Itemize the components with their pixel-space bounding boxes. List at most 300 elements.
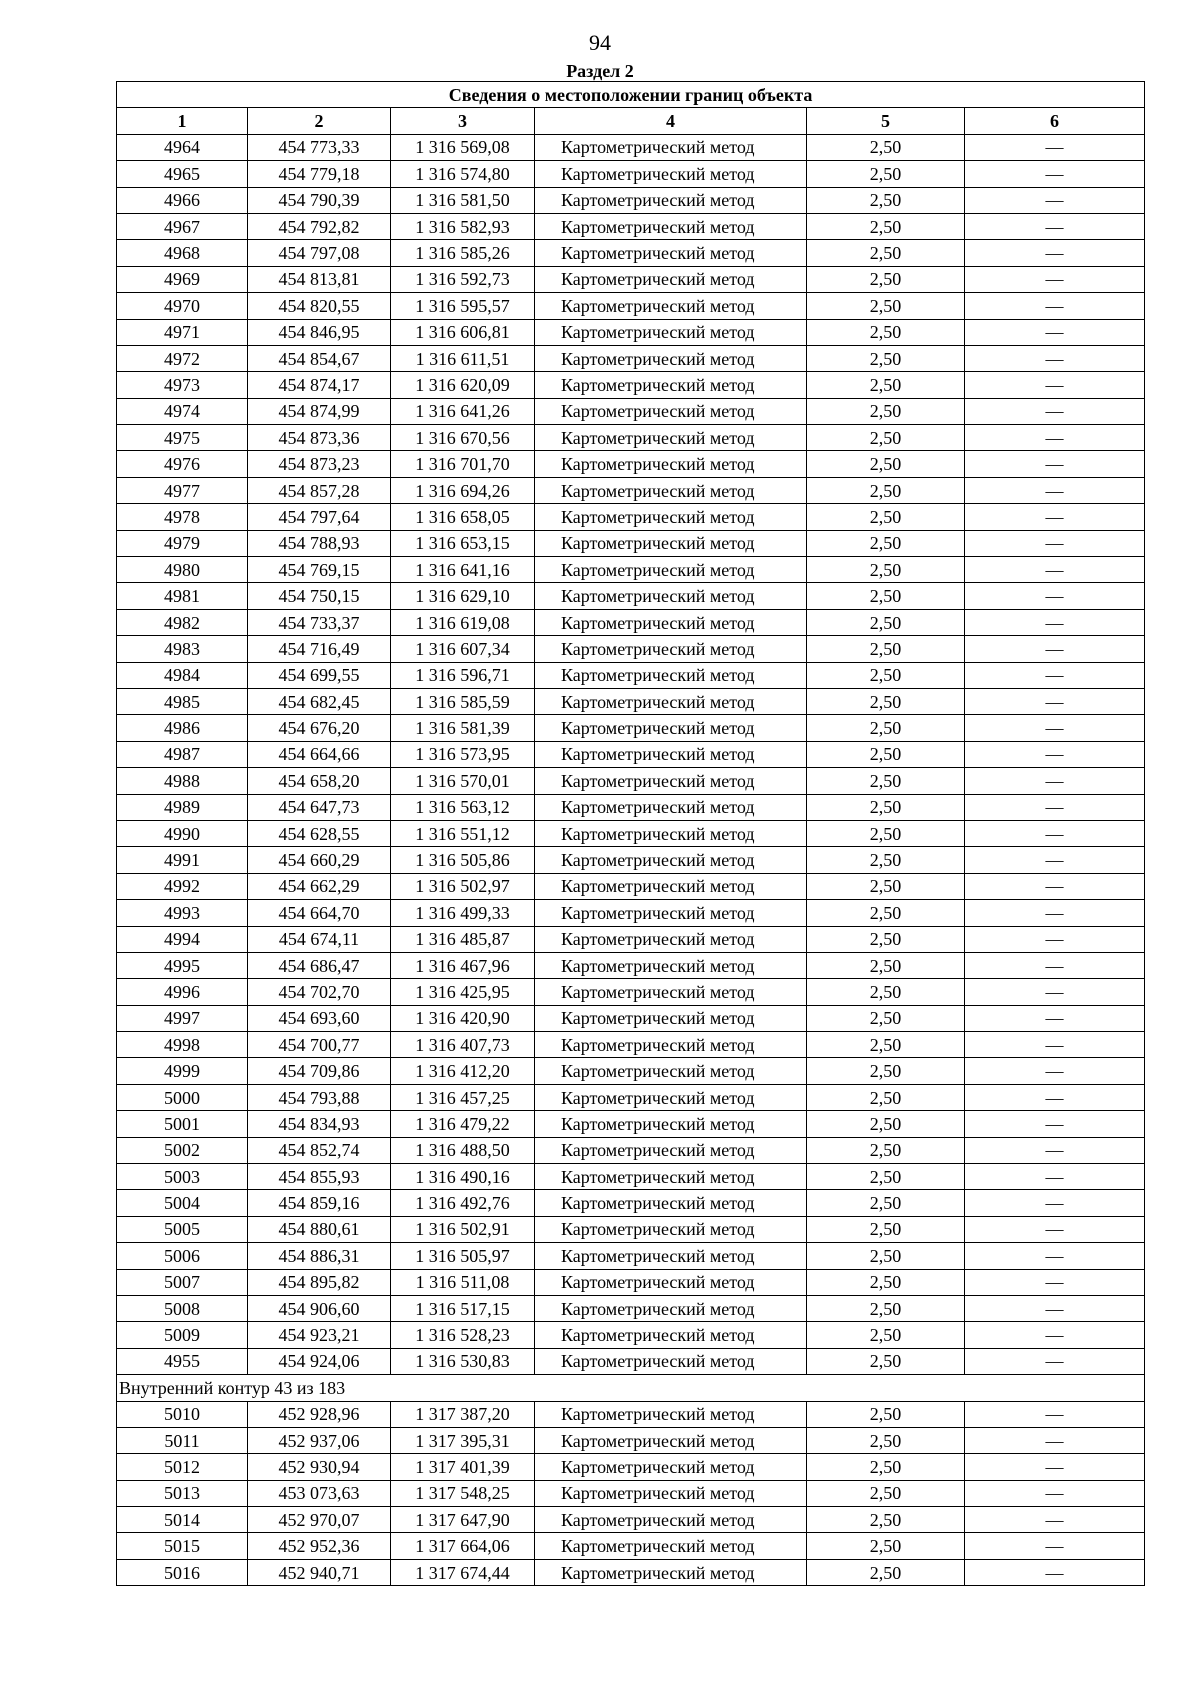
accuracy-cell: 2,50 (807, 1137, 965, 1163)
point-number-cell: 4986 (117, 715, 248, 741)
accuracy-cell: 2,50 (807, 794, 965, 820)
x-coordinate-cell: 454 857,28 (248, 477, 391, 503)
accuracy-cell: 2,50 (807, 741, 965, 767)
accuracy-cell: 2,50 (807, 398, 965, 424)
point-number-cell: 5011 (117, 1427, 248, 1453)
y-coordinate-cell: 1 316 582,93 (391, 213, 535, 239)
table-row (117, 372, 1145, 398)
y-coordinate-cell: 1 316 407,73 (391, 1032, 535, 1058)
method-cell: Картометрический метод (535, 1454, 807, 1480)
note-cell: — (965, 504, 1145, 530)
accuracy-cell: 2,50 (807, 1005, 965, 1031)
method-cell: Картометрический метод (535, 583, 807, 609)
y-coordinate-cell: 1 316 551,12 (391, 820, 535, 846)
table-row (117, 319, 1145, 345)
method-cell: Картометрический метод (535, 1216, 807, 1242)
accuracy-cell: 2,50 (807, 609, 965, 635)
accuracy-cell: 2,50 (807, 820, 965, 846)
method-cell: Картометрический метод (535, 609, 807, 635)
method-cell: Картометрический метод (535, 266, 807, 292)
note-cell: — (965, 715, 1145, 741)
y-coordinate-cell: 1 316 569,08 (391, 134, 535, 160)
y-coordinate-cell: 1 316 499,33 (391, 900, 535, 926)
method-cell: Картометрический метод (535, 820, 807, 846)
table-row (117, 1295, 1145, 1321)
table-row (117, 1111, 1145, 1137)
accuracy-cell: 2,50 (807, 715, 965, 741)
point-number-cell: 5004 (117, 1190, 248, 1216)
table-row (117, 1190, 1145, 1216)
y-coordinate-cell: 1 316 701,70 (391, 451, 535, 477)
table-row (117, 293, 1145, 319)
method-cell: Картометрический метод (535, 161, 807, 187)
point-number-cell: 5016 (117, 1559, 248, 1585)
point-number-cell: 4966 (117, 187, 248, 213)
table-row (117, 398, 1145, 424)
y-coordinate-cell: 1 317 664,06 (391, 1533, 535, 1559)
note-cell: — (965, 952, 1145, 978)
method-cell: Картометрический метод (535, 319, 807, 345)
note-cell: — (965, 794, 1145, 820)
point-number-cell: 4990 (117, 820, 248, 846)
point-number-cell: 5014 (117, 1507, 248, 1533)
y-coordinate-cell: 1 316 585,26 (391, 240, 535, 266)
x-coordinate-cell: 454 660,29 (248, 847, 391, 873)
note-cell: — (965, 266, 1145, 292)
note-cell: — (965, 1269, 1145, 1295)
point-number-cell: 5001 (117, 1111, 248, 1137)
method-cell: Картометрический метод (535, 715, 807, 741)
column-header: 4 (535, 108, 807, 134)
point-number-cell: 4974 (117, 398, 248, 424)
method-cell: Картометрический метод (535, 952, 807, 978)
note-cell: — (965, 1137, 1145, 1163)
x-coordinate-cell: 454 733,37 (248, 609, 391, 635)
y-coordinate-cell: 1 316 611,51 (391, 345, 535, 371)
table-row (117, 688, 1145, 714)
point-number-cell: 5003 (117, 1164, 248, 1190)
method-cell: Картометрический метод (535, 1111, 807, 1137)
point-number-cell: 4988 (117, 768, 248, 794)
x-coordinate-cell: 454 813,81 (248, 266, 391, 292)
accuracy-cell: 2,50 (807, 1032, 965, 1058)
accuracy-cell: 2,50 (807, 1216, 965, 1242)
y-coordinate-cell: 1 316 530,83 (391, 1348, 535, 1374)
table-row (117, 1137, 1145, 1163)
accuracy-cell: 2,50 (807, 266, 965, 292)
x-coordinate-cell: 454 700,77 (248, 1032, 391, 1058)
x-coordinate-cell: 452 940,71 (248, 1559, 391, 1585)
point-number-cell: 4999 (117, 1058, 248, 1084)
table-row (117, 952, 1145, 978)
accuracy-cell: 2,50 (807, 1348, 965, 1374)
method-cell: Картометрический метод (535, 1269, 807, 1295)
point-number-cell: 4964 (117, 134, 248, 160)
y-coordinate-cell: 1 316 592,73 (391, 266, 535, 292)
point-number-cell: 4994 (117, 926, 248, 952)
note-cell: — (965, 1454, 1145, 1480)
table-row (117, 1533, 1145, 1559)
x-coordinate-cell: 454 874,17 (248, 372, 391, 398)
method-cell: Картометрический метод (535, 1322, 807, 1348)
method-cell: Картометрический метод (535, 1480, 807, 1506)
table-body (117, 82, 1145, 1586)
note-cell: — (965, 1164, 1145, 1190)
x-coordinate-cell: 454 852,74 (248, 1137, 391, 1163)
point-number-cell: 4992 (117, 873, 248, 899)
point-number-cell: 4971 (117, 319, 248, 345)
x-coordinate-cell: 453 073,63 (248, 1480, 391, 1506)
y-coordinate-cell: 1 316 412,20 (391, 1058, 535, 1084)
note-cell: — (965, 820, 1145, 846)
x-coordinate-cell: 454 773,33 (248, 134, 391, 160)
point-number-cell: 5006 (117, 1243, 248, 1269)
method-cell: Картометрический метод (535, 873, 807, 899)
table-row (117, 530, 1145, 556)
y-coordinate-cell: 1 316 502,97 (391, 873, 535, 899)
x-coordinate-cell: 454 647,73 (248, 794, 391, 820)
accuracy-cell: 2,50 (807, 1533, 965, 1559)
x-coordinate-cell: 454 873,23 (248, 451, 391, 477)
note-cell: — (965, 187, 1145, 213)
note-cell: — (965, 636, 1145, 662)
page-number: 94 (589, 30, 611, 55)
y-coordinate-cell: 1 316 595,57 (391, 293, 535, 319)
point-number-cell: 4996 (117, 979, 248, 1005)
note-cell: — (965, 398, 1145, 424)
accuracy-cell: 2,50 (807, 530, 965, 556)
table-row (117, 1507, 1145, 1533)
y-coordinate-cell: 1 317 395,31 (391, 1427, 535, 1453)
note-cell: — (965, 900, 1145, 926)
point-number-cell: 4987 (117, 741, 248, 767)
x-coordinate-cell: 454 658,20 (248, 768, 391, 794)
x-coordinate-cell: 454 750,15 (248, 583, 391, 609)
table-row (117, 187, 1145, 213)
note-cell: — (965, 451, 1145, 477)
point-number-cell: 4985 (117, 688, 248, 714)
method-cell: Картометрический метод (535, 1137, 807, 1163)
table-row (117, 1243, 1145, 1269)
point-number-cell: 4981 (117, 583, 248, 609)
y-coordinate-cell: 1 316 563,12 (391, 794, 535, 820)
x-coordinate-cell: 454 906,60 (248, 1295, 391, 1321)
point-number-cell: 5013 (117, 1480, 248, 1506)
point-number-cell: 5008 (117, 1295, 248, 1321)
column-header: 6 (965, 108, 1145, 134)
note-cell: — (965, 1005, 1145, 1031)
table-row (117, 926, 1145, 952)
x-coordinate-cell: 454 792,82 (248, 213, 391, 239)
y-coordinate-cell: 1 316 653,15 (391, 530, 535, 556)
x-coordinate-cell: 454 628,55 (248, 820, 391, 846)
y-coordinate-cell: 1 316 479,22 (391, 1111, 535, 1137)
y-coordinate-cell: 1 316 694,26 (391, 477, 535, 503)
method-cell: Картометрический метод (535, 425, 807, 451)
point-number-cell: 4975 (117, 425, 248, 451)
y-coordinate-cell: 1 316 425,95 (391, 979, 535, 1005)
y-coordinate-cell: 1 317 647,90 (391, 1507, 535, 1533)
accuracy-cell: 2,50 (807, 345, 965, 371)
column-header-row (117, 108, 1145, 134)
method-cell: Картометрический метод (535, 1005, 807, 1031)
note-cell: — (965, 1322, 1145, 1348)
accuracy-cell: 2,50 (807, 1322, 965, 1348)
y-coordinate-cell: 1 317 674,44 (391, 1559, 535, 1585)
table-row (117, 609, 1145, 635)
point-number-cell: 4978 (117, 504, 248, 530)
y-coordinate-cell: 1 316 488,50 (391, 1137, 535, 1163)
method-cell: Картометрический метод (535, 979, 807, 1005)
note-cell: — (965, 372, 1145, 398)
x-coordinate-cell: 454 923,21 (248, 1322, 391, 1348)
x-coordinate-cell: 454 820,55 (248, 293, 391, 319)
method-cell: Картометрический метод (535, 688, 807, 714)
table-row (117, 1348, 1145, 1374)
note-cell: — (965, 768, 1145, 794)
accuracy-cell: 2,50 (807, 847, 965, 873)
method-cell: Картометрический метод (535, 794, 807, 820)
table-row (117, 900, 1145, 926)
note-cell: — (965, 1084, 1145, 1110)
note-cell: — (965, 1243, 1145, 1269)
accuracy-cell: 2,50 (807, 240, 965, 266)
y-coordinate-cell: 1 316 573,95 (391, 741, 535, 767)
x-coordinate-cell: 454 788,93 (248, 530, 391, 556)
y-coordinate-cell: 1 316 607,34 (391, 636, 535, 662)
accuracy-cell: 2,50 (807, 1427, 965, 1453)
section-title: Раздел 2 (566, 61, 634, 81)
method-cell: Картометрический метод (535, 134, 807, 160)
x-coordinate-cell: 452 970,07 (248, 1507, 391, 1533)
x-coordinate-cell: 454 793,88 (248, 1084, 391, 1110)
method-cell: Картометрический метод (535, 1507, 807, 1533)
y-coordinate-cell: 1 316 528,23 (391, 1322, 535, 1348)
table-row (117, 451, 1145, 477)
note-cell: — (965, 530, 1145, 556)
table-row (117, 1084, 1145, 1110)
table-row (117, 134, 1145, 160)
x-coordinate-cell: 454 769,15 (248, 557, 391, 583)
x-coordinate-cell: 454 834,93 (248, 1111, 391, 1137)
method-cell: Картометрический метод (535, 1348, 807, 1374)
note-cell: — (965, 847, 1145, 873)
table-row (117, 1216, 1145, 1242)
note-cell: — (965, 213, 1145, 239)
accuracy-cell: 2,50 (807, 952, 965, 978)
note-cell: — (965, 1507, 1145, 1533)
table-row (117, 768, 1145, 794)
method-cell: Картометрический метод (535, 372, 807, 398)
table-row (117, 161, 1145, 187)
table-row (117, 213, 1145, 239)
method-cell: Картометрический метод (535, 768, 807, 794)
point-number-cell: 4991 (117, 847, 248, 873)
table-row (117, 1032, 1145, 1058)
method-cell: Картометрический метод (535, 636, 807, 662)
accuracy-cell: 2,50 (807, 979, 965, 1005)
x-coordinate-cell: 452 952,36 (248, 1533, 391, 1559)
note-cell: — (965, 926, 1145, 952)
x-coordinate-cell: 454 664,70 (248, 900, 391, 926)
accuracy-cell: 2,50 (807, 768, 965, 794)
note-cell: — (965, 1480, 1145, 1506)
y-coordinate-cell: 1 317 387,20 (391, 1401, 535, 1427)
method-cell: Картометрический метод (535, 1533, 807, 1559)
table-row (117, 1401, 1145, 1427)
accuracy-cell: 2,50 (807, 1401, 965, 1427)
point-number-cell: 4984 (117, 662, 248, 688)
x-coordinate-cell: 454 790,39 (248, 187, 391, 213)
table-row (117, 1480, 1145, 1506)
x-coordinate-cell: 454 854,67 (248, 345, 391, 371)
method-cell: Картометрический метод (535, 504, 807, 530)
note-cell: — (965, 873, 1145, 899)
note-cell: — (965, 662, 1145, 688)
note-cell: — (965, 1032, 1145, 1058)
note-cell: — (965, 425, 1145, 451)
method-cell: Картометрический метод (535, 1243, 807, 1269)
method-cell: Картометрический метод (535, 1032, 807, 1058)
accuracy-cell: 2,50 (807, 504, 965, 530)
method-cell: Картометрический метод (535, 477, 807, 503)
point-number-cell: 4969 (117, 266, 248, 292)
note-cell: — (965, 240, 1145, 266)
x-coordinate-cell: 452 930,94 (248, 1454, 391, 1480)
point-number-cell: 5009 (117, 1322, 248, 1348)
method-cell: Картометрический метод (535, 187, 807, 213)
note-cell: — (965, 1427, 1145, 1453)
table-row (117, 1454, 1145, 1480)
point-number-cell: 4970 (117, 293, 248, 319)
accuracy-cell: 2,50 (807, 1190, 965, 1216)
table-row (117, 979, 1145, 1005)
point-number-cell: 4965 (117, 161, 248, 187)
point-number-cell: 4998 (117, 1032, 248, 1058)
y-coordinate-cell: 1 316 517,15 (391, 1295, 535, 1321)
x-coordinate-cell: 454 779,18 (248, 161, 391, 187)
accuracy-cell: 2,50 (807, 636, 965, 662)
table-row (117, 873, 1145, 899)
accuracy-cell: 2,50 (807, 293, 965, 319)
table-row (117, 425, 1145, 451)
point-number-cell: 4979 (117, 530, 248, 556)
note-cell: — (965, 741, 1145, 767)
x-coordinate-cell: 454 880,61 (248, 1216, 391, 1242)
method-cell: Картометрический метод (535, 900, 807, 926)
x-coordinate-cell: 454 664,66 (248, 741, 391, 767)
accuracy-cell: 2,50 (807, 213, 965, 239)
accuracy-cell: 2,50 (807, 425, 965, 451)
note-cell: — (965, 345, 1145, 371)
point-number-cell: 5005 (117, 1216, 248, 1242)
note-cell: — (965, 319, 1145, 345)
point-number-cell: 4993 (117, 900, 248, 926)
method-cell: Картометрический метод (535, 1427, 807, 1453)
y-coordinate-cell: 1 316 467,96 (391, 952, 535, 978)
method-cell: Картометрический метод (535, 1295, 807, 1321)
column-header: 2 (248, 108, 391, 134)
method-cell: Картометрический метод (535, 530, 807, 556)
note-cell: — (965, 583, 1145, 609)
method-cell: Картометрический метод (535, 345, 807, 371)
contour-label: Внутренний контур 43 из 183 (117, 1375, 1145, 1401)
method-cell: Картометрический метод (535, 398, 807, 424)
method-cell: Картометрический метод (535, 240, 807, 266)
note-cell: — (965, 609, 1145, 635)
y-coordinate-cell: 1 316 585,59 (391, 688, 535, 714)
accuracy-cell: 2,50 (807, 688, 965, 714)
table-row (117, 1164, 1145, 1190)
method-cell: Картометрический метод (535, 1058, 807, 1084)
method-cell: Картометрический метод (535, 847, 807, 873)
point-number-cell: 5007 (117, 1269, 248, 1295)
x-coordinate-cell: 454 693,60 (248, 1005, 391, 1031)
x-coordinate-cell: 454 895,82 (248, 1269, 391, 1295)
y-coordinate-cell: 1 316 619,08 (391, 609, 535, 635)
point-number-cell: 4977 (117, 477, 248, 503)
accuracy-cell: 2,50 (807, 477, 965, 503)
note-cell: — (965, 1216, 1145, 1242)
table-row (117, 1005, 1145, 1031)
x-coordinate-cell: 454 662,29 (248, 873, 391, 899)
y-coordinate-cell: 1 316 502,91 (391, 1216, 535, 1242)
x-coordinate-cell: 454 886,31 (248, 1243, 391, 1269)
y-coordinate-cell: 1 316 505,86 (391, 847, 535, 873)
y-coordinate-cell: 1 316 606,81 (391, 319, 535, 345)
column-header: 1 (117, 108, 248, 134)
accuracy-cell: 2,50 (807, 1058, 965, 1084)
y-coordinate-cell: 1 316 574,80 (391, 161, 535, 187)
accuracy-cell: 2,50 (807, 900, 965, 926)
note-cell: — (965, 1190, 1145, 1216)
accuracy-cell: 2,50 (807, 926, 965, 952)
y-coordinate-cell: 1 316 658,05 (391, 504, 535, 530)
x-coordinate-cell: 454 709,86 (248, 1058, 391, 1084)
point-number-cell: 4995 (117, 952, 248, 978)
note-cell: — (965, 1559, 1145, 1585)
table-row (117, 557, 1145, 583)
y-coordinate-cell: 1 316 511,08 (391, 1269, 535, 1295)
table-row (117, 345, 1145, 371)
table-row (117, 583, 1145, 609)
point-number-cell: 5015 (117, 1533, 248, 1559)
y-coordinate-cell: 1 316 641,26 (391, 398, 535, 424)
point-number-cell: 4967 (117, 213, 248, 239)
accuracy-cell: 2,50 (807, 187, 965, 213)
accuracy-cell: 2,50 (807, 1243, 965, 1269)
y-coordinate-cell: 1 316 570,01 (391, 768, 535, 794)
point-number-cell: 5002 (117, 1137, 248, 1163)
y-coordinate-cell: 1 317 401,39 (391, 1454, 535, 1480)
note-cell: — (965, 161, 1145, 187)
x-coordinate-cell: 454 859,16 (248, 1190, 391, 1216)
note-cell: — (965, 557, 1145, 583)
y-coordinate-cell: 1 316 670,56 (391, 425, 535, 451)
x-coordinate-cell: 454 676,20 (248, 715, 391, 741)
x-coordinate-cell: 454 855,93 (248, 1164, 391, 1190)
accuracy-cell: 2,50 (807, 1507, 965, 1533)
accuracy-cell: 2,50 (807, 161, 965, 187)
table-row (117, 662, 1145, 688)
accuracy-cell: 2,50 (807, 1295, 965, 1321)
column-header: 5 (807, 108, 965, 134)
table-row (117, 266, 1145, 292)
table-row (117, 847, 1145, 873)
method-cell: Картометрический метод (535, 1401, 807, 1427)
point-number-cell: 4983 (117, 636, 248, 662)
x-coordinate-cell: 454 874,99 (248, 398, 391, 424)
